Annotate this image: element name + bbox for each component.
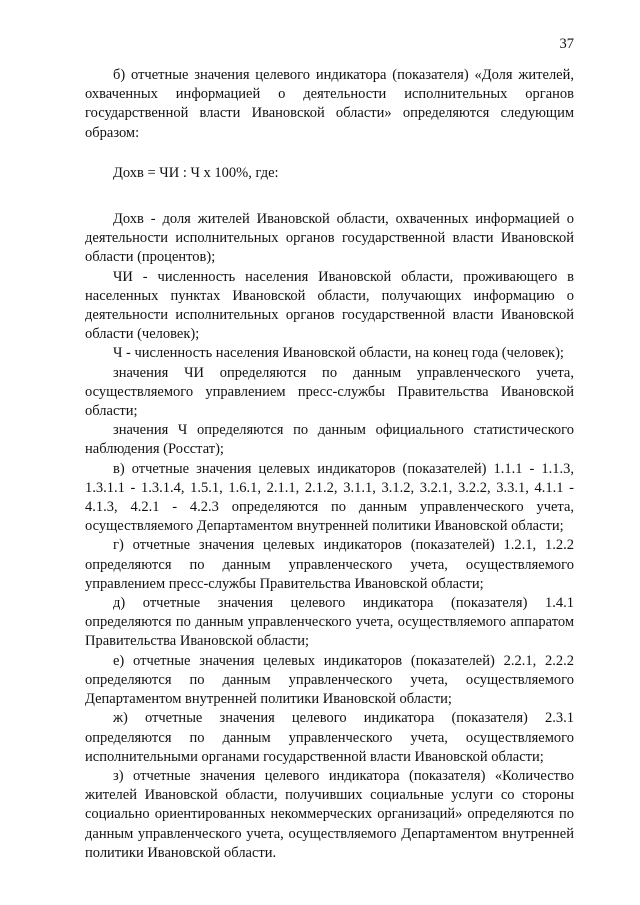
paragraph-e: е) отчетные значения целевых индикаторов (показателей) 2.2.1, 2.2.2 определяются по данным управленческого учета, осуществляемого Департаментом внутренней политики Ивановской области; <box>85 652 574 708</box>
paragraph-d: д) отчетные значения целевого индикатора (показателя) 1.4.1 определяются по данным управленческого учета, осуществляемого аппаратом Правительства Ивановской области; <box>85 595 574 650</box>
formula: Дохв = ЧИ : Ч х 100%, где: <box>113 164 279 181</box>
definition-dohv: Дохв - доля жителей Ивановской области, охваченных информацией о деятельности исполнительных органов государственной власти Ивановской области (процентов); <box>85 211 574 266</box>
paragraph-b-intro: б) отчетные значения целевого индикатора (показателя) «Доля жителей, охваченных информацией о деятельности исполнительных органов государственной власти Ивановской области» определяются следующим образом: <box>85 67 574 141</box>
paragraph-chi-source: значения ЧИ определяются по данным управленческого учета, осуществляемого управлением пресс-службы Правительства Ивановской области; <box>85 364 574 420</box>
definition-chi: ЧИ - численность населения Ивановской области, проживающего в населенных пунктах Ивановской области, получающих информацию о деятельности исполнительных органов государственной власти Ивановской области (человек); <box>85 268 574 343</box>
page-number: 37 <box>559 36 574 52</box>
paragraph-g: г) отчетные значения целевых индикаторов (показателей) 1.2.1, 1.2.2 определяются по данным управленческого учета, осуществляемого управлением пресс-службы Правительства Ивановской области; <box>85 537 574 592</box>
paragraph-v: в) отчетные значения целевых индикаторов (показателей) 1.1.1 - 1.1.3, 1.3.1.1 - 1.3.1.4, 1.5.1, 1.6.1, 2.1.1, 2.1.2, 3.1.1, 3.1.2, 3.2.1, 3.2.2, 3.3.1, 4.1.1 - 4.1.3, 4.2.1 - 4.2.3 определяются по данным управленческого учета, осуществляемого Департаментом внутренней политики Ивановской области; <box>85 460 574 535</box>
paragraph-zh: ж) отчетные значения целевого индикатора (показателя) 2.3.1 определяются по данным управленческого учета, осуществляемого исполнительными органами государственной власти Ивановской области; <box>85 710 574 765</box>
definition-ch: Ч - численность населения Ивановской области, на конец года (человек); <box>113 345 564 362</box>
paragraph-z: з) отчетные значения целевого индикатора (показателя) «Количество жителей Ивановской области, получивших социальные услуги со стороны социально ориентированных некоммерческих организаций» определяются по данным управленческого учета, осуществляемого Департаментом внутренней политики Ивановской области. <box>85 767 574 861</box>
paragraph-ch-source: значения Ч определяются по данным официального статистического наблюдения (Росстат); <box>85 422 574 458</box>
document-body <box>85 66 574 863</box>
